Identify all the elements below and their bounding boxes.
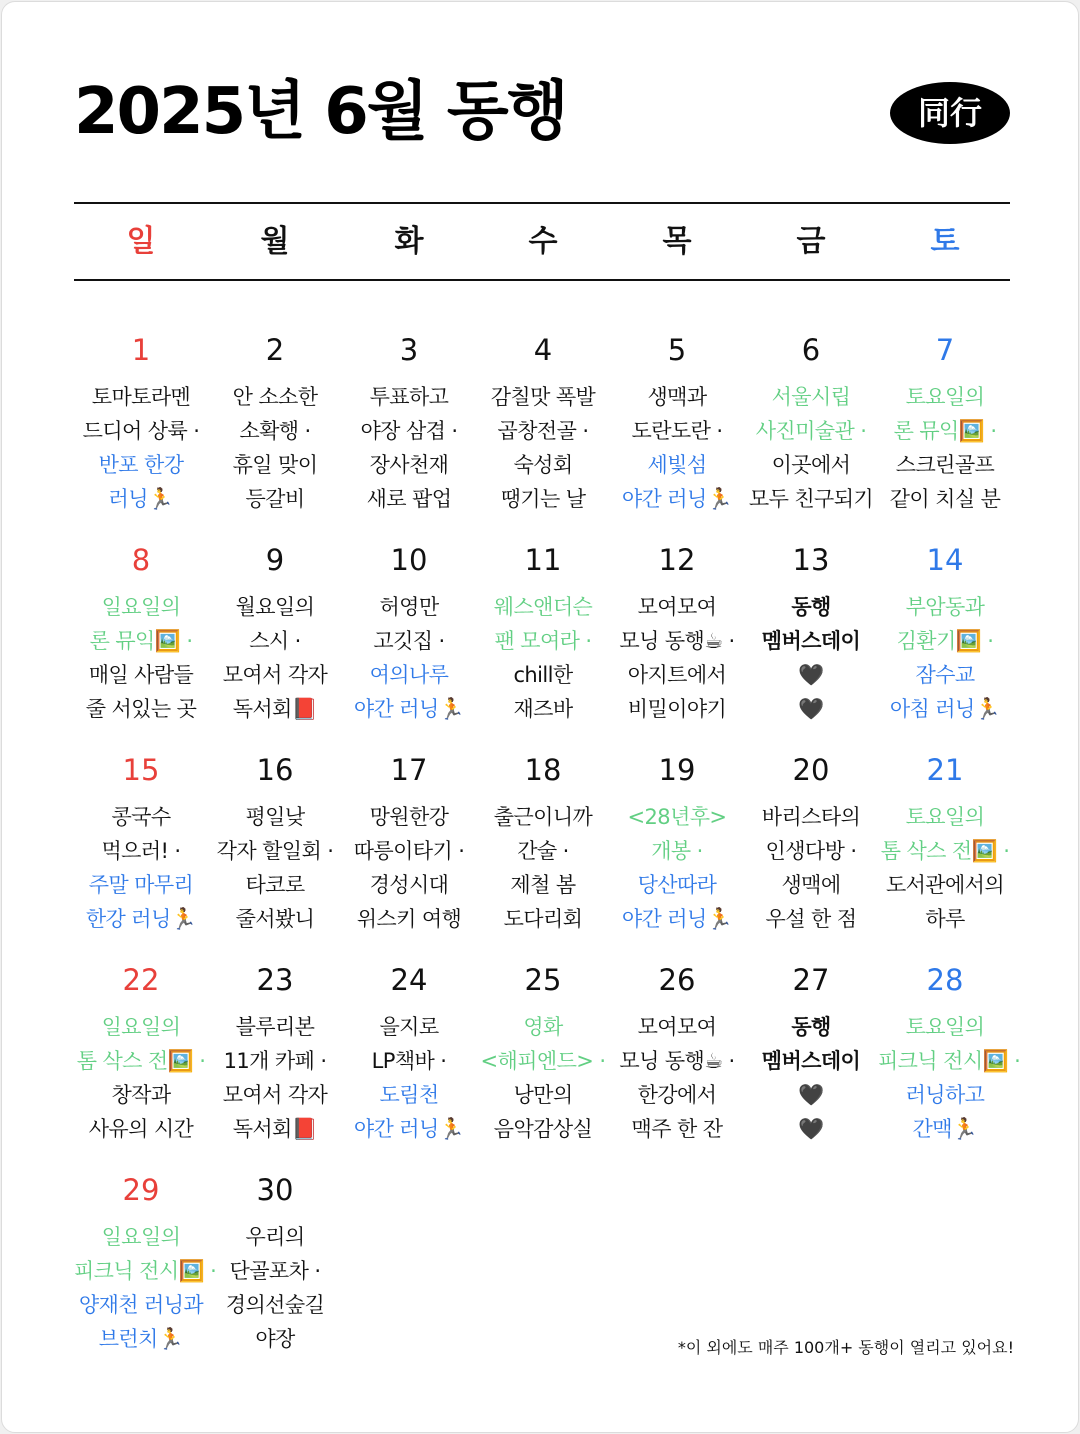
- event-list: [878, 380, 1012, 516]
- event-line: 서울시립: [771, 385, 851, 409]
- event-line: 제철 봄: [510, 873, 576, 897]
- divider-bottom: [74, 279, 1010, 281]
- event-list: [744, 380, 878, 516]
- event-line: 야간 러닝🏃: [621, 907, 733, 931]
- event-line: 11개 카페 ·: [223, 1049, 327, 1073]
- event-line: 톰 삭스 전🖼️ ·: [76, 1049, 206, 1073]
- event-line: 도다리회: [503, 907, 583, 931]
- day-cell-7: [878, 332, 1012, 516]
- event-line: 줄 서있는 곳: [85, 697, 197, 721]
- event-line: 줄서봤니: [235, 907, 315, 931]
- day-number: 28: [926, 963, 964, 997]
- day-number: 8: [131, 543, 151, 577]
- event-line: 숙성회: [513, 453, 573, 477]
- event-list: [878, 800, 1012, 936]
- footnote: *이 외에도 매주 100개+ 동행이 열리고 있어요!: [677, 1338, 1014, 1357]
- day-cell-22: [74, 962, 208, 1146]
- weekday-mon: 월: [260, 224, 290, 259]
- event-line: 모두 친구되기: [748, 487, 874, 511]
- day-cell-14: [878, 542, 1012, 726]
- event-line: 낭만의: [513, 1083, 573, 1107]
- event-list: [208, 1010, 342, 1146]
- day-cell-30: [208, 1172, 342, 1356]
- event-list: [208, 1220, 342, 1356]
- day-cell-9: [208, 542, 342, 726]
- event-line: 론 뮤익🖼️ ·: [89, 629, 193, 653]
- event-line: 주말 마무리: [88, 873, 194, 897]
- event-list: [342, 800, 476, 936]
- event-line: 러닝🏃: [108, 487, 174, 511]
- day-number: 26: [658, 963, 696, 997]
- day-number: 12: [658, 543, 696, 577]
- event-line: 휴일 맞이: [232, 453, 318, 477]
- event-line: 간맥🏃: [912, 1117, 978, 1141]
- event-line: 월요일의: [235, 595, 315, 619]
- day-cell-24: [342, 962, 476, 1146]
- event-line: 경의선숲길: [225, 1293, 325, 1317]
- event-line: 창작과: [111, 1083, 171, 1107]
- event-line: 러닝하고: [905, 1083, 985, 1107]
- event-line: <해피엔드> ·: [480, 1049, 606, 1073]
- event-list: [744, 590, 878, 726]
- event-line: 부암동과: [905, 595, 985, 619]
- event-line: 야장: [255, 1327, 295, 1351]
- event-line: 도란도란 ·: [631, 419, 723, 443]
- weekday-wed: 수: [528, 224, 558, 259]
- event-list: [476, 1010, 610, 1146]
- event-line: 양재천 러닝과: [78, 1293, 204, 1317]
- day-number: 22: [122, 963, 160, 997]
- event-line: 아침 러닝🏃: [889, 697, 1001, 721]
- event-line: 일요일의: [101, 595, 181, 619]
- event-line: 위스키 여행: [356, 907, 462, 931]
- event-line: 새로 팝업: [366, 487, 452, 511]
- event-line: 웨스앤더슨: [493, 595, 593, 619]
- day-number: 18: [524, 753, 562, 787]
- divider-top: [74, 202, 1010, 204]
- event-list: [74, 590, 208, 726]
- event-list: [208, 590, 342, 726]
- day-number: 4: [533, 333, 553, 367]
- event-list: [342, 590, 476, 726]
- event-line: 아지트에서: [627, 663, 727, 687]
- event-line: 세빛섬: [647, 453, 707, 477]
- day-cell-21: [878, 752, 1012, 936]
- event-line: 을지로: [379, 1015, 439, 1039]
- event-line: 한강 러닝🏃: [85, 907, 197, 931]
- event-list: [878, 1010, 1021, 1146]
- day-number: 20: [792, 753, 830, 787]
- day-cell-11: [476, 542, 610, 726]
- event-line: 우설 한 점: [765, 907, 857, 931]
- event-list: [476, 590, 610, 726]
- event-list: [610, 1010, 744, 1146]
- event-line: 스크린골프: [895, 453, 995, 477]
- event-line: 당산따라: [637, 873, 717, 897]
- event-line: 야장 삼겹 ·: [360, 419, 458, 443]
- day-cell-20: [744, 752, 878, 936]
- event-line: 감칠맛 폭발: [490, 385, 596, 409]
- day-number: 21: [926, 753, 964, 787]
- day-cell-4: [476, 332, 610, 516]
- event-line: 도서관에서의: [885, 873, 1005, 897]
- event-list: [342, 1010, 476, 1146]
- event-line: 단골포차 ·: [229, 1259, 321, 1283]
- event-line: 사진미술관 ·: [755, 419, 867, 443]
- event-line: 영화: [523, 1015, 563, 1039]
- event-list: [342, 380, 476, 516]
- event-line: 잠수교: [915, 663, 975, 687]
- event-line: 토요일의: [905, 385, 985, 409]
- event-line: 여의나루: [369, 663, 449, 687]
- event-line: 먹으러! ·: [101, 839, 181, 863]
- weekday-tue: 화: [394, 224, 424, 259]
- event-line: 맥주 한 잔: [631, 1117, 723, 1141]
- event-line: 고깃집 ·: [373, 629, 445, 653]
- day-number: 17: [390, 753, 428, 787]
- event-line: 모닝 동행☕ ·: [619, 1049, 735, 1073]
- day-cell-28: [878, 962, 1021, 1146]
- event-line: 스시 ·: [249, 629, 301, 653]
- event-line: 음악감상실: [493, 1117, 593, 1141]
- event-line: 모여서 각자: [222, 663, 328, 687]
- event-line: 🖤: [798, 1117, 824, 1141]
- day-number: 23: [256, 963, 294, 997]
- event-line: chill한: [513, 663, 573, 687]
- event-line: 🖤: [798, 663, 824, 687]
- event-line: 동행: [791, 1015, 831, 1039]
- event-line: 피크닉 전시🖼️ ·: [878, 1049, 1021, 1073]
- day-number: 11: [524, 543, 562, 577]
- event-line: 도림천: [379, 1083, 439, 1107]
- event-line: 생맥과: [647, 385, 707, 409]
- event-line: 일요일의: [101, 1225, 181, 1249]
- brand-badge: 同行: [890, 82, 1010, 144]
- event-line: <28년후>: [627, 805, 727, 829]
- event-line: 🖤: [798, 697, 824, 721]
- event-list: [208, 800, 342, 936]
- event-line: 모여모여: [637, 1015, 717, 1039]
- day-cell-25: [476, 962, 610, 1146]
- event-list: [744, 800, 878, 936]
- event-line: 독서회📕: [232, 1117, 318, 1141]
- event-line: 반포 한강: [98, 453, 184, 477]
- event-list: [878, 590, 1012, 726]
- event-line: 멤버스데이: [761, 1049, 861, 1073]
- event-line: 독서회📕: [232, 697, 318, 721]
- weekday-sat: 토: [930, 224, 960, 259]
- weekday-thu: 목: [662, 224, 692, 259]
- event-line: 허영만: [379, 595, 439, 619]
- event-list: [610, 800, 744, 936]
- day-cell-2: [208, 332, 342, 516]
- event-line: 토요일의: [905, 805, 985, 829]
- event-line: 동행: [791, 595, 831, 619]
- event-line: 야간 러닝🏃: [621, 487, 733, 511]
- day-number: 15: [122, 753, 160, 787]
- day-cell-1: [74, 332, 208, 516]
- event-line: 콩국수: [111, 805, 171, 829]
- calendar-card: [1, 1, 1079, 1433]
- event-line: 평일낮: [245, 805, 305, 829]
- event-line: 경성시대: [369, 873, 449, 897]
- event-line: 드디어 상륙 ·: [82, 419, 200, 443]
- event-line: 소확행 ·: [239, 419, 311, 443]
- event-line: 브런치🏃: [98, 1327, 184, 1351]
- event-line: 야간 러닝🏃: [353, 1117, 465, 1141]
- day-number: 10: [390, 543, 428, 577]
- day-number: 25: [524, 963, 562, 997]
- day-number: 6: [801, 333, 821, 367]
- day-number: 14: [926, 543, 964, 577]
- day-cell-16: [208, 752, 342, 936]
- event-line: 등갈비: [245, 487, 305, 511]
- event-line: 인생다방 ·: [765, 839, 857, 863]
- event-list: [74, 1010, 208, 1146]
- event-line: 안 소소한: [232, 385, 318, 409]
- event-line: 바리스타의: [761, 805, 861, 829]
- day-number: 7: [935, 333, 955, 367]
- day-cell-29: [74, 1172, 217, 1356]
- event-list: [476, 380, 610, 516]
- event-list: [476, 800, 610, 936]
- event-line: 김환기🖼️ ·: [896, 629, 994, 653]
- event-line: 론 뮤익🖼️ ·: [893, 419, 997, 443]
- event-line: 팬 모여라 ·: [494, 629, 592, 653]
- event-line: 타코로: [245, 873, 305, 897]
- day-number: 30: [256, 1173, 294, 1207]
- day-number: 13: [792, 543, 830, 577]
- event-line: 매일 사람들: [88, 663, 194, 687]
- day-cell-3: [342, 332, 476, 516]
- event-line: 따릉이타기 ·: [353, 839, 465, 863]
- event-line: 비밀이야기: [627, 697, 727, 721]
- event-line: 모여모여: [637, 595, 717, 619]
- event-list: [744, 1010, 878, 1146]
- day-number: 27: [792, 963, 830, 997]
- event-line: 각자 할일회 ·: [216, 839, 334, 863]
- event-line: 하루: [925, 907, 965, 931]
- day-cell-26: [610, 962, 744, 1146]
- event-line: 우리의: [245, 1225, 305, 1249]
- event-list: [74, 1220, 217, 1356]
- weekday-header: [74, 218, 1010, 266]
- day-number: 5: [667, 333, 687, 367]
- day-cell-12: [610, 542, 744, 726]
- day-number: 16: [256, 753, 294, 787]
- event-line: 토마토라멘: [91, 385, 191, 409]
- day-cell-19: [610, 752, 744, 936]
- event-line: 톰 삭스 전🖼️ ·: [880, 839, 1010, 863]
- day-cell-18: [476, 752, 610, 936]
- day-cell-17: [342, 752, 476, 936]
- day-number: 3: [399, 333, 419, 367]
- event-line: 🖤: [798, 1083, 824, 1107]
- event-line: 한강에서: [637, 1083, 717, 1107]
- event-line: LP책바 ·: [371, 1049, 447, 1073]
- weekday-fri: 금: [796, 224, 826, 259]
- event-line: 간술 ·: [517, 839, 569, 863]
- event-list: [74, 800, 208, 936]
- event-list: [208, 380, 342, 516]
- event-line: 멤버스데이: [761, 629, 861, 653]
- event-line: 재즈바: [513, 697, 573, 721]
- day-cell-15: [74, 752, 208, 936]
- event-list: [74, 380, 208, 516]
- event-line: 장사천재: [369, 453, 449, 477]
- day-number: 1: [131, 333, 151, 367]
- day-cell-23: [208, 962, 342, 1146]
- day-number: 9: [265, 543, 285, 577]
- day-number: 24: [390, 963, 428, 997]
- event-list: [610, 380, 744, 516]
- day-number: 2: [265, 333, 285, 367]
- weekday-sun: 일: [126, 224, 156, 259]
- event-line: 개봉 ·: [651, 839, 703, 863]
- day-cell-8: [74, 542, 208, 726]
- day-number: 19: [658, 753, 696, 787]
- event-line: 출근이니까: [493, 805, 593, 829]
- event-line: 사유의 시간: [88, 1117, 194, 1141]
- day-number: 29: [122, 1173, 160, 1207]
- event-line: 생맥에: [781, 873, 841, 897]
- event-line: 블루리본: [235, 1015, 315, 1039]
- page-title: 2025년 6월 동행: [74, 75, 567, 149]
- day-cell-13: [744, 542, 878, 726]
- event-line: 땡기는 날: [500, 487, 586, 511]
- day-cell-6: [744, 332, 878, 516]
- event-line: 이곳에서: [771, 453, 851, 477]
- day-cell-5: [610, 332, 744, 516]
- event-line: 일요일의: [101, 1015, 181, 1039]
- day-cell-27: [744, 962, 878, 1146]
- event-line: 곱창전골 ·: [497, 419, 589, 443]
- event-list: [610, 590, 744, 726]
- event-line: 모닝 동행☕ ·: [619, 629, 735, 653]
- event-line: 모여서 각자: [222, 1083, 328, 1107]
- event-line: 망원한강: [369, 805, 449, 829]
- day-cell-10: [342, 542, 476, 726]
- event-line: 야간 러닝🏃: [353, 697, 465, 721]
- event-line: 토요일의: [905, 1015, 985, 1039]
- event-line: 투표하고: [369, 385, 449, 409]
- event-line: 피크닉 전시🖼️ ·: [74, 1259, 217, 1283]
- event-line: 같이 치실 분: [889, 487, 1001, 511]
